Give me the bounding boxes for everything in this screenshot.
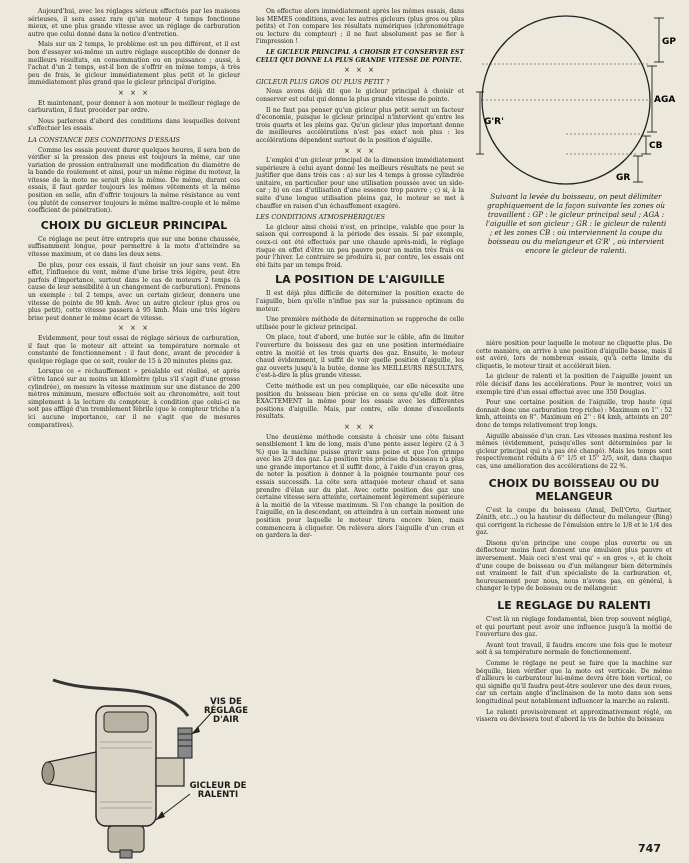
paragraph: Une deuxième méthode consiste à choisir une côte faisant sensiblement 1 km de long, mais d'une pente assez légère (2 à 3 %) que la machine puisse gravir sans peine et que l'on grimpe avec les 2/3 des gaz. La position très précise du boisseau n'a plus une grande importance et il suffit donc, à l'aide d'un crayon gras, de noter la position à donner à la poignée tournante pour ces essais successifs. La côte sera attaquée moteur chaud et sans prendre d'élan sur du plat. Avec cette position des gaz une certaine vitesse sera atteinte, certainement légèrement supérieure à la moitié de la vitesse maximum. Si l'on change la position de l'aiguille, en la descendant, on atteindra à un certain moment une position pour laquelle le moteur tirera encore bien, mais commencera à cliqueter. On relèvera alors l'aiguille d'un cran et on gardera la der- — [256, 433, 464, 540]
paragraph: Aiguille abaissée d'un cran. Les vitesses maxima restent les mêmes (évidemment, puisqu'elles sont déterminées par le gicleur principal qui n'a pas été changé). Mais les temps sont respectivement réduits à 6'' 1/5 et 15'' 2/5, soit, dans chaque cas, une amélioration des accélérations de 22 %. — [476, 432, 672, 470]
paragraph: Nous avons déjà dit que le gicleur principal à choisir et conserver est celui qui donne la plus grande vitesse de pointe. — [256, 88, 464, 103]
section-heading: LE REGLAGE DU RALENTI — [497, 599, 651, 613]
paragraph: Disons qu'en principe une coupe plus ouverte ou un déflecteur moins haut donnent une émulsion plus pauvre et inversement. Mais ceci n'est vrai qu' « en gros », et le choix d'une coupe de boisseau ou d'un mélangeur bien déterminés est vraiment le fait d'un spécialiste de la carburation et, heureusement pour nous, nous n'avons pas, en général, à changer le type de boisseau ou de mélangeur. — [476, 539, 672, 593]
paragraph: Une première méthode de détermination se rapproche de celle utilisée pour le gicleur principal. — [256, 316, 464, 331]
paragraph: On effectue alors immédiatement après les mêmes essais, dans les MEMES conditions, avec les autres gicleurs (plus gros ou plus petits) et l'on compare les résultats numériques (chronométrage ou lecture du compteur) ; il ne faut absolument pas se fier à l'impression ! — [256, 8, 464, 46]
paragraph: Il est déjà plus difficile de déterminer la position exacte de l'aiguille, bien qu'elle n'influe pas sur la puissance optimum du moteur. — [256, 290, 464, 313]
section-heading: LA POSITION DE L'AIGUILLE — [275, 273, 445, 287]
paragraph: Lorsque ce « réchauffement » préalable est réalisé, et après s'être lancé sur au moins un kilomètre (plus s'il s'agit d'une grosse cylindrée), on mesure la vitesse maximum sur une distance de 200 mètres minimum, mesure effectuée soit au chronomètre, soit tout simplement à la lecture du compteur, à condition que celui-ci ne soit pas affligé d'un tremblement fébrile (que le compteur triche n'a ici aucune importance, car il ne s'agit que de mesures comparatives). — [28, 368, 240, 429]
paragraph: Evidemment, pour tout essai de réglage sérieux de carburation, il faut que le moteur ait atteint sa température normale et constante de fonctionnement : il faut donc, avant de procéder à quelque réglage que ce soit, rouler de 15 à 20 minutes pleins gaz. — [28, 334, 240, 365]
paragraph: Aujourd'hui, avec les réglages sérieux effectués par les maisons sérieuses, il sera assez rare qu'un moteur 4 temps fonctionne mieux, et une plus grande vitesse avec un réglage de carburation autre que celui donné dans la notice d'entretien. — [28, 8, 240, 38]
paragraph: Avant tout travail, il faudra encore une fois que le moteur soit à sa température normale de fonctionnement. — [476, 641, 672, 657]
section-separator: × × × — [343, 146, 377, 155]
label-cb: CB — [649, 141, 663, 151]
paragraph: On place, tout d'abord, une butée sur le câble, afin de limiter l'ouverture du boisseau des gaz en une position intermédiaire entre la moitié et les trois quarts des gaz. Ensuite, le moteur chaud évidemment, il suffit de voir quelle position d'aiguille, les gaz ouverts jusqu'à la butée, donne les MEILLEURS RÉSULTATS, c'est-à-dire la plus grande vitesse. — [256, 334, 464, 380]
paragraph: De plus, pour ces essais, il faut choisir un jour sans vent. En effet, l'influence du vent, même d'une brise très légère, peut être parfois d'importance, surtout dans le cas de moteurs 2 temps (à cause de leur sensibilité à un changement de carburation). Prenons un exemple : tel 2 temps, avec un certain gicleur, donnera une vitesse de pointe de 90 kmh. Avec un autre gicleur (plus gros ou plus petit), cette vitesse passera à 95 kmh. Mais une très légère brise peut donner le même écart de vitesse. — [28, 261, 240, 322]
slide-zones-diagram — [476, 4, 676, 190]
subheading: GICLEUR PLUS GROS OU PLUS PETIT ? — [256, 77, 390, 86]
paragraph: Pour une certaine position de l'aiguille, trop haute (qui donnait donc une carburation trop riche) : Maximum en 1'' : 52 kmh, atteints en 8''. Maximum en 2'' : 84 kmh, atteints en 20'' donc de temps relativement trop longs. — [476, 399, 672, 429]
paragraph: Nous parlerons d'abord des conditions dans lesquelles doivent s'effectuer les essais. — [28, 117, 240, 133]
column-2 — [256, 8, 464, 543]
emphasis-paragraph: LE GICLEUR PRINCIPAL A CHOISIR ET CONSERVER EST CELUI QUI DONNE LA PLUS GRANDE VITESSE DE POINTE. — [256, 48, 464, 64]
section-separator: × × × — [117, 324, 151, 333]
air-screw — [178, 728, 192, 758]
paragraph: Cette méthode est un peu compliquée, car elle nécessite une position du boisseau bien précise en ce sens qu'elle doit être EXACTEMENT la même pour les essais avec les différentes positions d'aiguille. Mais, par contre, elle donne d'excellents résultats. — [256, 382, 464, 421]
section-heading: CHOIX DU GICLEUR PRINCIPAL — [40, 218, 228, 232]
section-separator: × × × — [117, 88, 151, 97]
paragraph: Le gicleur de ralenti et la position de l'aiguille jouent un rôle décisif dans les accélérations. Pour le montrer, voici un exemple tiré d'un essai effectué avec une 350 Douglas. — [476, 373, 672, 396]
column-1 — [28, 8, 240, 432]
paragraph: Il ne faut pas penser qu'un gicleur plus petit serait un facteur d'économie, puisque le gicleur principal n'intervient qu'entre les trois quarts et les pleins gaz. Qu'un gicleur plus important donne de meilleures accélérations n'est pas exact non plus : les accélérations dépendent surtout de la position d'aiguille. — [256, 106, 464, 144]
paragraph: C'est la coupe du boisseau (Amal, Dell'Orto, Gurtner, Zénith, etc...) ou la hauteur du déflecteur du mélangeur (Bing) qui corrigent la richesse de l'émulsion entre le 1/8 et le 1/4 des gaz. — [476, 506, 672, 537]
paragraph: Le ralenti provisoirement et approximativement réglé, on vissera ou dévissera tout d'abord la vis de butée du boisseau — [476, 708, 672, 724]
paragraph: Comme le réglage ne peut se faire que la machine sur béquille, bien vérifier que la moto est verticale. De même d'ailleurs le carburateur lui-même devra être bien vertical, ce qui signifie qu'il faudra peut-être soulever une des deux roues, car un certain angle d'inclinaison de la moto dans son sens longitudinal peut notablement influencer la marche au ralenti. — [476, 660, 672, 705]
label-aga: AGA — [654, 95, 676, 105]
paragraph: C'est là un réglage fondamental, bien trop souvent négligé, et qui pourtant peut avoir une influence jusqu'à la moitié de l'ouverture des gaz. — [476, 616, 672, 639]
label-gr: GR — [616, 173, 631, 183]
section-separator: × × × — [343, 422, 377, 431]
section-heading: CHOIX DU BOISSEAU OU DU MELANGEUR — [488, 476, 660, 503]
label-gp: GP — [662, 37, 676, 47]
section-separator: × × × — [343, 66, 377, 75]
paragraph: Comme les essais peuvent durer quelques heures, il sera bon de vérifier si la pression des pneus est toujours la même, car une variation de pression entraînerait une modification du diamètre de la bande de roulement et ainsi, pour un même régime du moteur, la vitesse de la moto ne serait plus la même. De même, durant ces essais, il faut garder toujours les mêmes vêtements et la même position en selle, afin d'offrir toujours la même résistance au vent (ou plutôt de conserver toujours le même maître-couple et le même coefficient de pénétration). — [28, 146, 240, 215]
label-air-screw: VIS DE RÉGLAGE D'AIR — [203, 697, 249, 725]
column-3 — [476, 340, 672, 727]
paragraph: Mais sur un 2 temps, le problème est un peu différent, et il est bon d'essayer soi-même un autre réglage susceptible de donner de meilleurs résultats, en consommation ou en puissance ; aussi, à l'achat d'un 2 temps, est-il bon de s'offrir en même temps, à très peu de frais, le gicleur immédiatement plus petit et le gicleur immédiatement plus grand que le gicleur principal d'origine. — [28, 41, 240, 87]
paragraph: nière position pour laquelle le moteur ne cliquette plus. De cette manière, on arrive à une position d'aiguille basse, mais il est avéré, lors de nombreux essais, qu'à cette limite du cliquetis, le moteur tirait et accélérait bien. — [476, 340, 672, 370]
paragraph: L'emploi d'un gicleur principal de la dimension immédiatement supérieure à celui ayant donné les meilleurs résultats ne peut se justifier que dans trois cas : a) sur les 4 temps à grosse cylindrée unitaire, en particulier pour une utilisation poussée avec un side-car ; b) en cas d'utilisation d'une essence trop pauvre ; c) si, à la suite d'une longue utilisation pleins gaz, le moteur se met à chauffer en raison d'un échauffement exagéré. — [256, 157, 464, 210]
paragraph: Le gicleur ainsi choisi n'est, en principe, valable que pour la saison qui correspond à la période des essais. Si par exemple, ceux-ci ont été effectués par une chaude après-midi, le réglage risque en effet d'être un peu pauvre pour un matin très frais ou pour l'hiver. Le contraire se produira si, par contre, les essais ont été faits par un temps froid. — [256, 223, 464, 269]
diagram-caption: Suivant la levée du boisseau, on peut délimiter graphiquement de la façon suivante les zones où travaillent : GP : le gicleur principal seul ; AGA : l'aiguille et son gicleur ; GR : le gicleur de ralenti ; et les zones CB : où interviennent la coupe du boisseau ou du melangeur et G'R' , où intervient encore le gicleur de ralenti. — [485, 192, 667, 255]
subheading: LES CONDITIONS ATMOSPHÉRIQUES — [256, 213, 385, 222]
page-number: 747 — [638, 842, 661, 855]
paragraph: Ce réglage ne peut être entrepris que sur une bonne chaussée, suffisamment longue, pour permettre à la moto d'atteindre sa vitesse maximum, et ce dans les deux sens. — [28, 235, 240, 259]
label-gr-prime: G'R' — [484, 117, 504, 127]
label-pilot-jet: GICLEUR DE RALENTI — [189, 781, 247, 800]
subheading: LA CONSTANCE DES CONDITIONS D'ESSAIS — [28, 135, 180, 144]
paragraph: Et maintenant, pour donner à son moteur le meilleur réglage de carburation, il faut procéder par ordre. — [28, 99, 240, 115]
